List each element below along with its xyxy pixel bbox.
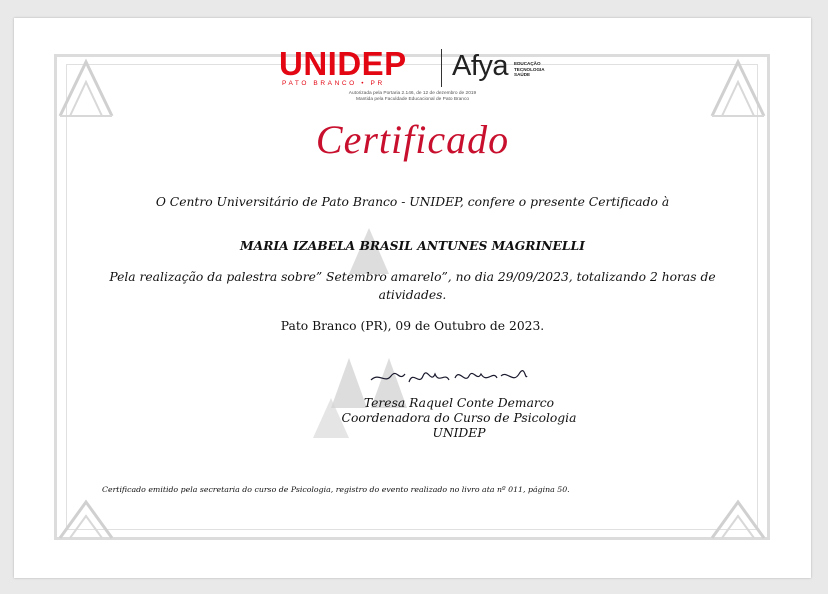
signer-institution: UNIDEP xyxy=(432,426,486,440)
certificate-page xyxy=(14,18,811,578)
signer-role: Coordenadora do Curso de Psicologia xyxy=(341,411,577,425)
signer-name: Teresa Raquel Conte Demarco xyxy=(363,396,555,410)
afya-logo: Afya xyxy=(452,50,509,82)
afya-tagline: EDUCAÇÃO TECNOLOGIA SAÚDE xyxy=(514,61,545,77)
unidep-logo-subtitle: PATO BRANCO • PR xyxy=(282,80,385,87)
place-date: Pato Branco (PR), 09 de Outubro de 2023. xyxy=(280,319,545,333)
certificate-title: Certificado xyxy=(315,117,510,162)
authorization-line-1: Autorizada pela Portaria 2.146, de 12 de dezembro de 2019 xyxy=(348,91,477,96)
authorization-line-2: Mantida pela Faculdade Educacional de Pato Branco xyxy=(355,97,470,102)
reason-text-line-2: atividades. xyxy=(378,288,447,302)
intro-text: O Centro Universitário de Pato Branco - UNIDEP, confere o presente Certificado à xyxy=(155,195,670,209)
unidep-logo: UNIDEP xyxy=(279,45,407,82)
handwritten-signature xyxy=(369,362,529,396)
corner-ornament-bottom-right xyxy=(708,498,768,542)
reason-text-line-1: Pela realização da palestra sobre” Setembro amarelo”, no dia 29/09/2023, totalizando 2 horas de xyxy=(109,270,716,284)
corner-ornament-bottom-left xyxy=(56,498,116,542)
recipient-name: MARIA IZABELA BRASIL ANTUNES MAGRINELLI xyxy=(240,238,585,253)
footnote: Certificado emitido pela secretaria do curso de Psicologia, registro do evento realizado no livro ata nº 011, página 50. xyxy=(102,485,570,494)
logo-divider xyxy=(441,49,442,87)
